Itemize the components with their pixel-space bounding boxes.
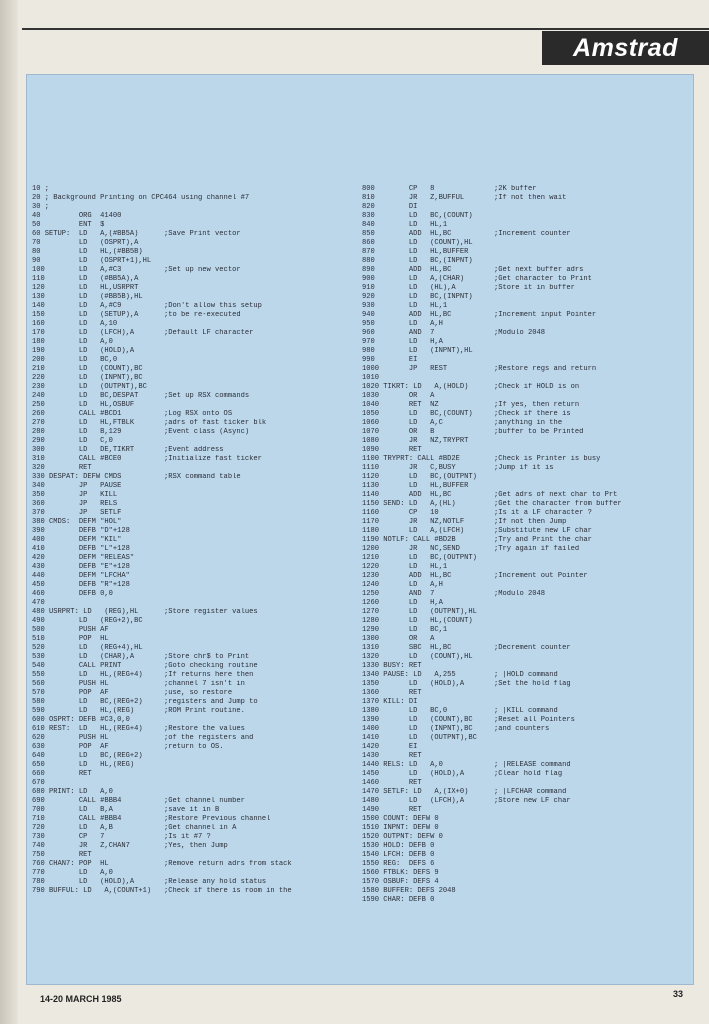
code-line: 570 POP AF ;use, so restore: [32, 689, 233, 697]
code-line: 370 JP SETLF: [32, 509, 122, 517]
code-line: 730 CP 7 ;Is it #7 ?: [32, 833, 211, 841]
code-line: 1040 RET NZ ;If yes, then return: [362, 401, 580, 409]
code-line: 340 JP PAUSE: [32, 482, 122, 490]
code-line: 550 LD HL,(REG+4) ;If returns here then: [32, 671, 254, 679]
code-line: 1300 OR A: [362, 635, 435, 643]
code-line: 840 LD HL,1: [362, 221, 448, 229]
code-line: 390 DEFB "D"+128: [32, 527, 130, 535]
code-line: 100 LD A,#C3 ;Set up new vector: [32, 266, 241, 274]
code-line: 30 ;: [32, 203, 50, 211]
code-line: 1230 ADD HL,BC ;Increment out Pointer: [362, 572, 588, 580]
code-line: 140 LD A,#C9 ;Don't allow this setup: [32, 302, 262, 310]
code-line: 830 LD BC,(COUNT): [362, 212, 473, 220]
code-line: 890 ADD HL,BC ;Get next buffer adrs: [362, 266, 584, 274]
code-line: 690 CALL #BBB4 ;Get channel number: [32, 797, 245, 805]
code-line: 530 LD (CHAR),A ;Store chr$ to Print: [32, 653, 250, 661]
code-line: 1460 RET: [362, 779, 422, 787]
code-line: 280 LD B,129 ;Event class (Async): [32, 428, 250, 436]
code-line: 250 LD HL,OSBUF: [32, 401, 135, 409]
code-line: 780 LD (HOLD),A ;Release any hold status: [32, 878, 267, 886]
code-line: 240 LD BC,DESPAT ;Set up RSX commands: [32, 392, 250, 400]
code-line: 1010: [362, 374, 380, 382]
code-line: 1380 LD BC,0 ; |KILL command: [362, 707, 558, 715]
code-line: 430 DEFB "E"+128: [32, 563, 130, 571]
code-line: 1090 RET: [362, 446, 422, 454]
code-line: 510 POP HL: [32, 635, 109, 643]
code-line: 670: [32, 779, 45, 787]
code-line: 10 ;: [32, 185, 50, 193]
code-line: 40 ORG 41400: [32, 212, 122, 220]
code-line: 640 LD BC,(REG+2): [32, 752, 143, 760]
code-line: 980 LD (INPNT),HL: [362, 347, 473, 355]
code-line: 1120 LD BC,(OUTPNT): [362, 473, 477, 481]
code-line: 1280 LD HL,(COUNT): [362, 617, 473, 625]
code-line: 820 DI: [362, 203, 418, 211]
code-line: 1420 EI: [362, 743, 418, 751]
code-line: 110 LD (#BB5A),A: [32, 275, 139, 283]
code-line: 790 BUFFUL: LD A,(COUNT+1) ;Check if there is room in the: [32, 887, 292, 895]
code-line: 480 USRPRT: LD (REG),HL ;Store register values: [32, 608, 258, 616]
code-line: 450 DEFB "R"+128: [32, 581, 130, 589]
code-line: 80 LD HL,(#BB5B): [32, 248, 143, 256]
code-line: 1110 JR C,BUSY ;Jump if it is: [362, 464, 554, 472]
code-line: 720 LD A,B ;Get channel in A: [32, 824, 237, 832]
code-line: 540 CALL PRINT ;Goto checking routine: [32, 662, 258, 670]
code-line: 500 PUSH AF: [32, 626, 109, 634]
code-line: 1030 OR A: [362, 392, 435, 400]
code-line: 210 LD (COUNT),BC: [32, 365, 143, 373]
code-line: 990 EI: [362, 356, 418, 364]
code-line: 520 LD (REG+4),HL: [32, 644, 143, 652]
code-line: 410 DEFB "L"+128: [32, 545, 130, 553]
code-line: 1000 JP REST ;Restore regs and return: [362, 365, 597, 373]
code-line: 1480 LD (LFCH),A ;Store new LF char: [362, 797, 571, 805]
code-line: 660 RET: [32, 770, 92, 778]
code-line: 650 LD HL,(REG): [32, 761, 135, 769]
code-line: 1390 LD (COUNT),BC ;Reset all Pointers: [362, 716, 575, 724]
code-line: 950 LD A,H: [362, 320, 443, 328]
code-line: 350 JP KILL: [32, 491, 118, 499]
code-line: 870 LD HL,BUFFER: [362, 248, 469, 256]
code-line: 1540 LFCH: DEFB 0: [362, 851, 435, 859]
code-line: 700 LD B,A ;save it in B: [32, 806, 220, 814]
code-line: 440 DEFM "LFCHA": [32, 572, 130, 580]
code-line: 1570 OSBUF: DEFS 4: [362, 878, 439, 886]
code-line: 420 DEFM "RELEAS": [32, 554, 135, 562]
code-line: 1500 COUNT: DEFW 0: [362, 815, 439, 823]
code-line: 380 CMDS: DEFM "HOL": [32, 518, 122, 526]
code-line: 740 JR Z,CHAN7 ;Yes, then Jump: [32, 842, 228, 850]
code-line: 1250 AND 7 ;Modulo 2048: [362, 590, 546, 598]
code-line: 260 CALL #BCD1 ;Log RSX onto OS: [32, 410, 233, 418]
code-line: 1270 LD (OUTPNT),HL: [362, 608, 477, 616]
code-line: 860 LD (COUNT),HL: [362, 239, 473, 247]
code-line: 1130 LD HL,BUFFER: [362, 482, 469, 490]
code-line: 1320 LD (COUNT),HL: [362, 653, 473, 661]
code-line: 1260 LD H,A: [362, 599, 443, 607]
code-line: 810 JR Z,BUFFUL ;If not then wait: [362, 194, 567, 202]
code-line: 270 LD HL,FTBLK ;adrs of fast ticker blk: [32, 419, 267, 427]
code-line: 120 LD HL,USRPRT: [32, 284, 139, 292]
code-line: 1330 BUSY: RET: [362, 662, 422, 670]
code-line: 1560 FTBLK: DEFS 9: [362, 869, 439, 877]
code-line: 1180 LD A,(LFCH) ;Substitute new LF char: [362, 527, 592, 535]
header-rule: [22, 28, 709, 30]
code-line: 760 CHAN7: POP HL ;Remove return adrs from stack: [32, 860, 292, 868]
code-line: 1530 HOLD: DEFB 0: [362, 842, 435, 850]
code-line: 750 RET: [32, 851, 92, 859]
code-line: 300 LD DE,TIKRT ;Event address: [32, 446, 224, 454]
code-line: 920 LD BC,(INPNT): [362, 293, 473, 301]
code-line: 50 ENT $: [32, 221, 105, 229]
code-line: 1350 LD (HOLD),A ;Set the hold flag: [362, 680, 571, 688]
code-line: 620 PUSH HL ;of the registers and: [32, 734, 254, 742]
code-line: 1210 LD BC,(OUTPNT): [362, 554, 477, 562]
code-line: 770 LD A,0: [32, 869, 113, 877]
code-line: 1060 LD A,C ;anything in the: [362, 419, 563, 427]
code-line: 190 LD (HOLD),A: [32, 347, 135, 355]
code-line: 600 OSPRT: DEFB #C3,0,0: [32, 716, 130, 724]
code-line: 20 ; Background Printing on CPC464 using channel #7: [32, 194, 250, 202]
code-line: 1050 LD BC,(COUNT) ;Check if there is: [362, 410, 571, 418]
code-line: 800 CP 8 ;2K buffer: [362, 185, 537, 193]
code-line: 90 LD (OSPRT+1),HL: [32, 257, 152, 265]
listing-column-left: [32, 185, 292, 896]
code-line: 1160 CP 10 ;Is it a LF character ?: [362, 509, 592, 517]
code-line: 1430 RET: [362, 752, 422, 760]
code-line: 940 ADD HL,BC ;Increment input Pointer: [362, 311, 597, 319]
code-line: 1470 SETLF: LD A,(IX+0) ; |LFCHAR command: [362, 788, 567, 796]
code-line: 1370 KILL: DI: [362, 698, 418, 706]
code-line: 1520 OUTPNT: DEFW 0: [362, 833, 443, 841]
code-line: 290 LD C,0: [32, 437, 113, 445]
code-line: 960 AND 7 ;Modulo 2048: [362, 329, 546, 337]
code-line: 1590 CHAR: DEFB 0: [362, 896, 435, 904]
code-line: 1080 JR NZ,TRYPRT: [362, 437, 469, 445]
listing-column-right: [362, 185, 622, 905]
code-line: 1450 LD (HOLD),A ;Clear hold flag: [362, 770, 563, 778]
code-line: 320 RET: [32, 464, 92, 472]
code-line: 1170 JR NZ,NOTLF ;If not then Jump: [362, 518, 567, 526]
page-binding-edge: [0, 0, 18, 1024]
code-line: 220 LD (INPNT),BC: [32, 374, 143, 382]
code-line: 580 LD BC,(REG+2) ;registers and Jump to: [32, 698, 258, 706]
code-line: 1550 REG: DEFS 6: [362, 860, 435, 868]
code-line: 230 LD (OUTPNT),BC: [32, 383, 147, 391]
code-line: 1360 RET: [362, 689, 422, 697]
code-line: 1490 RET: [362, 806, 422, 814]
code-line: 710 CALL #BBB4 ;Restore Previous channel: [32, 815, 271, 823]
code-line: 1070 OR B ;buffer to be Printed: [362, 428, 584, 436]
code-line: 310 CALL #BCE0 ;Initialize fast ticker: [32, 455, 262, 463]
code-line: 330 DESPAT: DEFW CMDS ;RSX command table: [32, 473, 241, 481]
code-line: 1240 LD A,H: [362, 581, 443, 589]
code-line: 610 REST: LD HL,(REG+4) ;Restore the values: [32, 725, 245, 733]
code-line: 900 LD A,(CHAR) ;Get character to Print: [362, 275, 592, 283]
code-line: 1510 INPNT: DEFW 0: [362, 824, 439, 832]
issue-date: 14-20 MARCH 1985: [40, 994, 122, 1004]
code-line: 1200 JR NC,SEND ;Try again if failed: [362, 545, 580, 553]
code-line: 180 LD A,0: [32, 338, 113, 346]
code-line: 1140 ADD HL,BC ;Get adrs of next char to Prt: [362, 491, 618, 499]
code-line: 60 SETUP: LD A,(#BB5A) ;Save Print vector: [32, 230, 241, 238]
code-listing-panel: [26, 74, 694, 985]
code-line: 360 JP RELS: [32, 500, 118, 508]
code-line: 1410 LD (OUTPNT),BC: [362, 734, 477, 742]
code-line: 130 LD (#BB5B),HL: [32, 293, 143, 301]
code-line: 930 LD HL,1: [362, 302, 448, 310]
code-line: 630 POP AF ;return to OS.: [32, 743, 224, 751]
code-line: 850 ADD HL,BC ;Increment counter: [362, 230, 571, 238]
code-line: 590 LD HL,(REG) ;ROM Print routine.: [32, 707, 245, 715]
code-line: 490 LD (REG+2),BC: [32, 617, 143, 625]
code-line: 70 LD (OSPRT),A: [32, 239, 139, 247]
code-line: 1290 LD BC,1: [362, 626, 448, 634]
code-line: 560 PUSH HL ;channel 7 isn't in: [32, 680, 245, 688]
brand-banner: Amstrad: [542, 31, 709, 65]
code-line: 1220 LD HL,1: [362, 563, 448, 571]
code-line: 910 LD (HL),A ;Store it in buffer: [362, 284, 575, 292]
code-line: 880 LD BC,(INPNT): [362, 257, 473, 265]
page-number: 33: [673, 989, 684, 999]
code-line: 1150 SEND: LD A,(HL) ;Get the character from buffer: [362, 500, 622, 508]
code-line: 970 LD H,A: [362, 338, 443, 346]
code-line: 1400 LD (INPNT),BC ;and counters: [362, 725, 550, 733]
code-line: 470: [32, 599, 45, 607]
code-line: 160 LD A,10: [32, 320, 118, 328]
code-line: 1310 SBC HL,BC ;Decrement counter: [362, 644, 571, 652]
code-line: 170 LD (LFCH),A ;Default LF character: [32, 329, 254, 337]
code-line: 1100 TRYPRT: CALL #BD2E ;Check is Printer is busy: [362, 455, 601, 463]
code-line: 1580 BUFFER: DEFS 2048: [362, 887, 456, 895]
code-line: 1340 PAUSE: LD A,255 ; |HOLD command: [362, 671, 558, 679]
code-line: 400 DEFM "KIL": [32, 536, 122, 544]
code-line: 1190 NOTLF: CALL #BD2B ;Try and Print the char: [362, 536, 592, 544]
code-line: 460 DEFB 0,0: [32, 590, 113, 598]
code-line: 680 PRINT: LD A,0: [32, 788, 113, 796]
code-line: 150 LD (SETUP),A ;to be re-executed: [32, 311, 241, 319]
code-line: 200 LD BC,0: [32, 356, 118, 364]
code-line: 1020 TIKRT: LD A,(HOLD) ;Check if HOLD is on: [362, 383, 580, 391]
code-line: 1440 RELS: LD A,0 ; |RELEASE command: [362, 761, 571, 769]
